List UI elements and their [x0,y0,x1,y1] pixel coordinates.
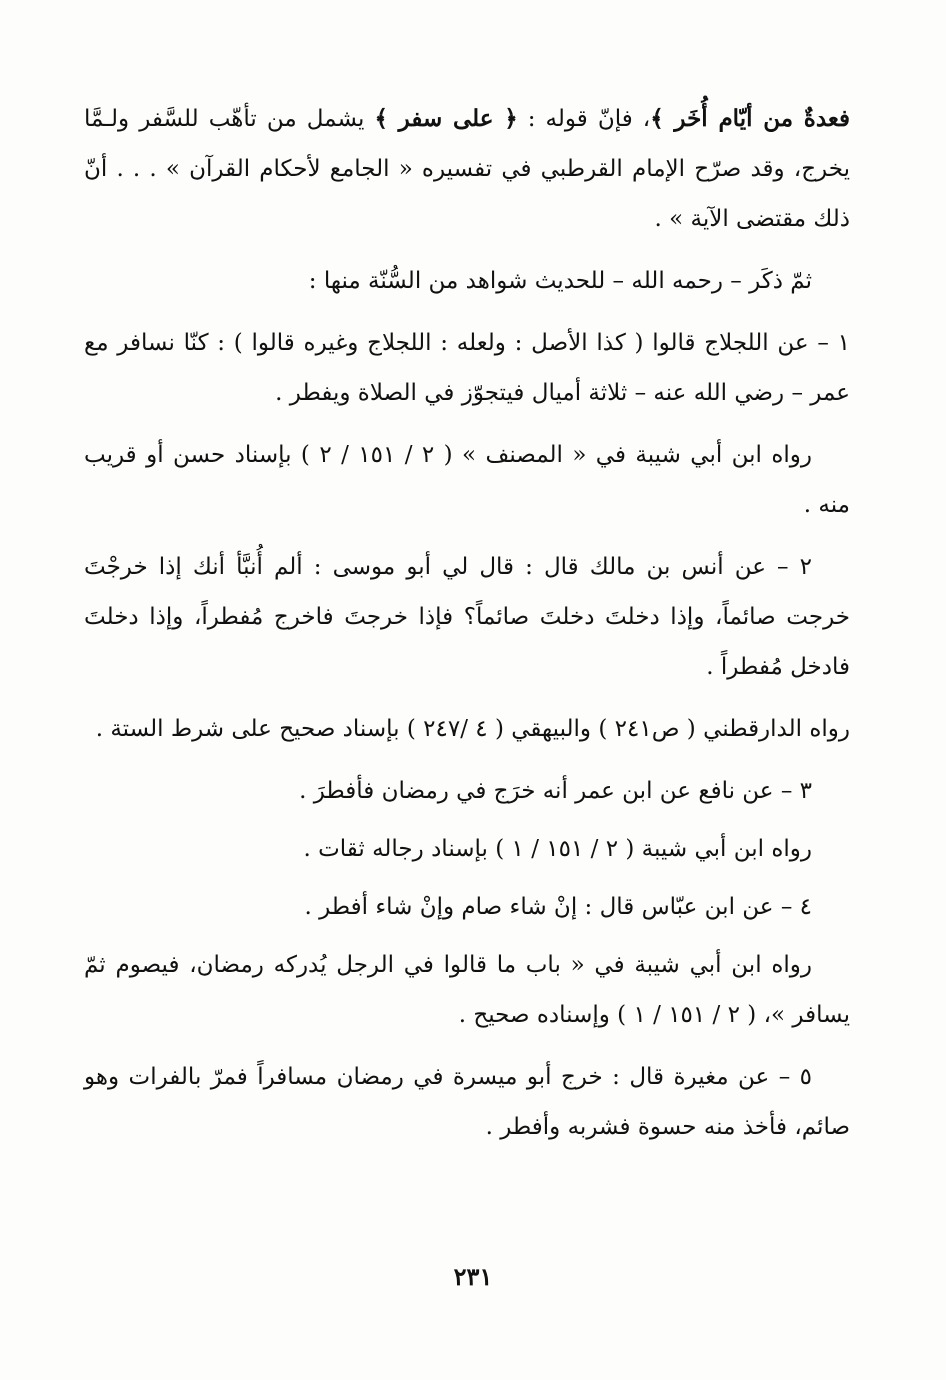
paragraph-1-text-b: يشمل من تأهّب للسَّفر ولـمَّا يخرج، وقد صرّح الإمام القرطبي في تفسيره « الجامع لأحكام القرآن » . . . أنّ ذلك مقتضى الآية » . [84,106,850,232]
paragraph-6: رواه الدارقطني ( ص٢٤١ ) والبيهقي ( ٤ /٢٤٧ ) بإسناد صحيح على شرط الستة . [95,716,850,742]
paragraph-5: ٢ – عن أنس بن مالك قال : قال لي أبو موسى : ألم أُنبَّأ أنك إذا خرجْتَ خرجت صائماً، وإذا دخلتَ دخلتَ صائماً؟ فإذا خرجتَ فاخرج مُفطراً، وإذا دخلتَ فادخل مُفطراً . [84,554,850,680]
quran-phrase-1: فعدةٌ من أيّام أُخَر ﴾ [650,105,851,132]
body-text [84,94,850,1164]
paragraph-8: رواه ابن أبي شيبة ( ٢ / ١٥١ / ١ ) بإسناد رجاله ثقات . [303,836,812,862]
paragraph-2: ثمّ ذكَر – رحمه الله – للحديث شواهد من السُّنّة منها : [308,268,812,294]
paragraph-10: رواه ابن أبي شيبة في « باب ما قالوا في الرجل يُدركه رمضان، فيصوم ثمّ يسافر »، ( ٢ / ١٥١ / ١ ) وإسناده صحيح . [84,952,850,1028]
paragraph-1 [84,94,850,244]
page-number: ٢٣١ [453,1262,493,1291]
quran-phrase-2: ﴿ على سفر ﴾ [374,105,518,132]
paragraph-1-text-a: ، فإنّ قوله : [517,106,651,132]
paragraph-3: ١ – عن اللجلاج قالوا ( كذا الأصل : ولعله : اللجلاج وغيره قالوا ) : كنّا نسافر مع عمر – رضي الله عنه – ثلاثة أميال فيتجوّز في الصلاة ويفطر . [84,330,850,406]
paragraph-11: ٥ – عن مغيرة قال : خرج أبو ميسرة في رمضان مسافراً فمرّ بالفرات وهو صائم، فأخذ منه حسوة فشربه وأفطر . [84,1064,850,1140]
paragraph-9: ٤ – عن ابن عبّاس قال : إنْ شاء صام وإنْ شاء أفطر . [304,894,812,920]
paragraph-4: رواه ابن أبي شيبة في « المصنف » ( ٢ / ١٥١ / ٢ ) بإسناد حسن أو قريب منه . [84,442,850,518]
paragraph-7: ٣ – عن نافع عن ابن عمر أنه خرَج في رمضان فأفطرَ . [299,778,812,804]
